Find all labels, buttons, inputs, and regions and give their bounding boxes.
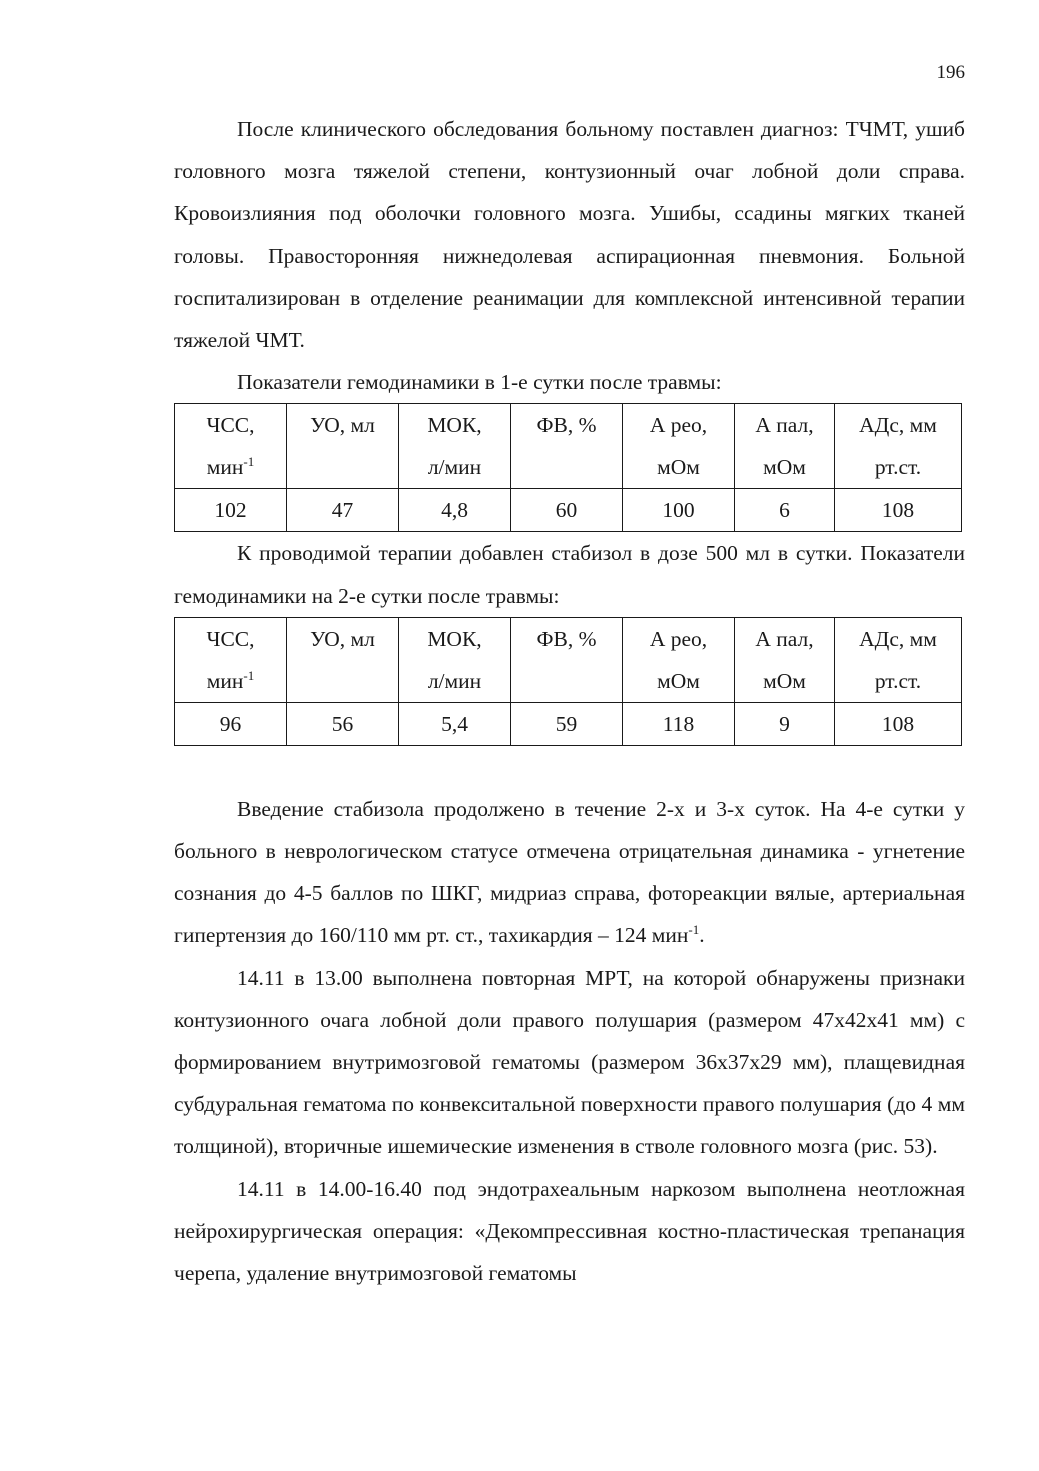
paragraph-stabizol-therapy: К проводимой терапии добавлен стабизол в дозе 500 мл в сутки. Показатели гемодинамики на 2-е сутки после травмы: <box>174 541 965 608</box>
table-cell: 59 <box>511 702 623 745</box>
header-cell-ejection-fraction <box>511 404 623 489</box>
header-cardiac-output-line1: МОК, <box>427 626 482 651</box>
header-a-reo-line2: мОм <box>657 455 700 480</box>
header-cell-a-reo <box>623 617 735 702</box>
table-cell: 108 <box>835 702 962 745</box>
header-heart-rate-line1: ЧСС, <box>206 626 255 651</box>
header-ejection-fraction: ФВ, % <box>536 626 597 651</box>
table-cell: 47 <box>287 489 399 532</box>
document-body <box>174 108 965 1294</box>
header-cell-cardiac-output <box>399 404 511 489</box>
header-a-reo-line1: А рео, <box>649 626 708 651</box>
table-cell: 60 <box>511 489 623 532</box>
header-cell-heart-rate <box>175 617 287 702</box>
header-blood-pressure-line1: АДс, мм <box>859 413 937 438</box>
header-blood-pressure-line2: рт.ст. <box>874 668 922 693</box>
table-cell: 5,4 <box>399 702 511 745</box>
paragraph-neurological-status-tail: . <box>699 923 705 948</box>
paragraph-mri-findings: 14.11 в 13.00 выполнена повторная МРТ, на которой обнаружены признаки контузионного очага лобной доли правого полушария (размером 47х42х41 мм) с формированием внутримозговой гематомы (размером 36х37х29 мм), плащевидная субдуральная гематома по конвекситальной поверхности правого полушария (до 4 мм толщиной), вторичные ишемические изменения в стволе головного мозга (рис. 53). <box>174 965 965 1159</box>
header-cell-a-reo <box>623 404 735 489</box>
header-cell-blood-pressure <box>835 617 962 702</box>
header-a-reo-line1: А рео, <box>649 413 708 438</box>
table-header-row <box>175 617 962 702</box>
header-heart-rate-line2: мин <box>206 455 244 480</box>
paragraph-neurological-status <box>174 788 965 957</box>
header-stroke-volume: УО, мл <box>310 626 375 651</box>
header-a-pal-line2: мОм <box>763 455 806 480</box>
table-cell: 100 <box>623 489 735 532</box>
table-row <box>175 702 962 745</box>
paragraph-neurological-status-text: Введение стабизола продолжено в течение 2-х и 3-х суток. На 4-е сутки у больного в неврологическом статусе отмечена отрицательная динамика - угнетение сознания до 4-5 баллов по ШКГ, мидриаз справа, фотореакции вялые, артериальная гипертензия до 160/110 мм рт. ст., тахикардия – 124 мин <box>174 796 965 948</box>
header-heart-rate-line2: мин <box>206 668 244 693</box>
header-cell-stroke-volume <box>287 404 399 489</box>
header-heart-rate-sup: -1 <box>243 667 255 683</box>
hemodynamics-table-day2 <box>174 617 962 746</box>
paragraph-hemodynamics-day1-intro: Показатели гемодинамики в 1-е сутки после травмы: <box>237 370 722 395</box>
table-cell: 9 <box>735 702 835 745</box>
table-cell: 56 <box>287 702 399 745</box>
header-blood-pressure-line1: АДс, мм <box>859 626 937 651</box>
header-cell-cardiac-output <box>399 617 511 702</box>
header-a-reo-line2: мОм <box>657 668 700 693</box>
header-cell-blood-pressure <box>835 404 962 489</box>
hemodynamics-table-day1 <box>174 403 962 532</box>
paragraph-surgery: 14.11 в 14.00-16.40 под эндотрахеальным наркозом выполнена неотложная нейрохирургическая операция: «Декомпрессивная костно-пластическая трепанация черепа, удаление внутримозговой гематомы <box>174 1176 965 1286</box>
table-cell: 118 <box>623 702 735 745</box>
table-cell: 6 <box>735 489 835 532</box>
header-stroke-volume: УО, мл <box>310 413 375 438</box>
table-cell: 4,8 <box>399 489 511 532</box>
table-cell: 96 <box>175 702 287 745</box>
header-blood-pressure-line2: рт.ст. <box>874 455 922 480</box>
header-heart-rate-sup: -1 <box>243 454 255 470</box>
table-cell: 108 <box>835 489 962 532</box>
per-minute-sup: -1 <box>688 922 700 938</box>
header-cell-ejection-fraction <box>511 617 623 702</box>
table-row <box>175 489 962 532</box>
header-cardiac-output-line1: МОК, <box>427 413 482 438</box>
header-heart-rate-line1: ЧСС, <box>206 413 255 438</box>
table-cell: 102 <box>175 489 287 532</box>
paragraph-diagnosis: После клинического обследования больному поставлен диагноз: ТЧМТ, ушиб головного мозга тяжелой степени, контузионный очаг лобной доли справа. Кровоизлияния под оболочки головного мозга. Ушибы, ссадины мягких тканей головы. Правосторонняя нижнедолевая аспирационная пневмония. Больной госпитализирован в отделение реанимации для комплексной интенсивной терапии тяжелой ЧМТ. <box>174 117 965 353</box>
page-number: 196 <box>936 62 965 83</box>
header-cell-stroke-volume <box>287 617 399 702</box>
header-cell-a-pal <box>735 617 835 702</box>
header-a-pal-line1: А пал, <box>755 413 814 438</box>
header-cardiac-output-line2: л/мин <box>427 455 482 480</box>
header-cell-a-pal <box>735 404 835 489</box>
table-header-row <box>175 404 962 489</box>
header-a-pal-line2: мОм <box>763 668 806 693</box>
header-cardiac-output-line2: л/мин <box>427 668 482 693</box>
header-cell-heart-rate <box>175 404 287 489</box>
header-a-pal-line1: А пал, <box>755 626 814 651</box>
header-ejection-fraction: ФВ, % <box>536 413 597 438</box>
